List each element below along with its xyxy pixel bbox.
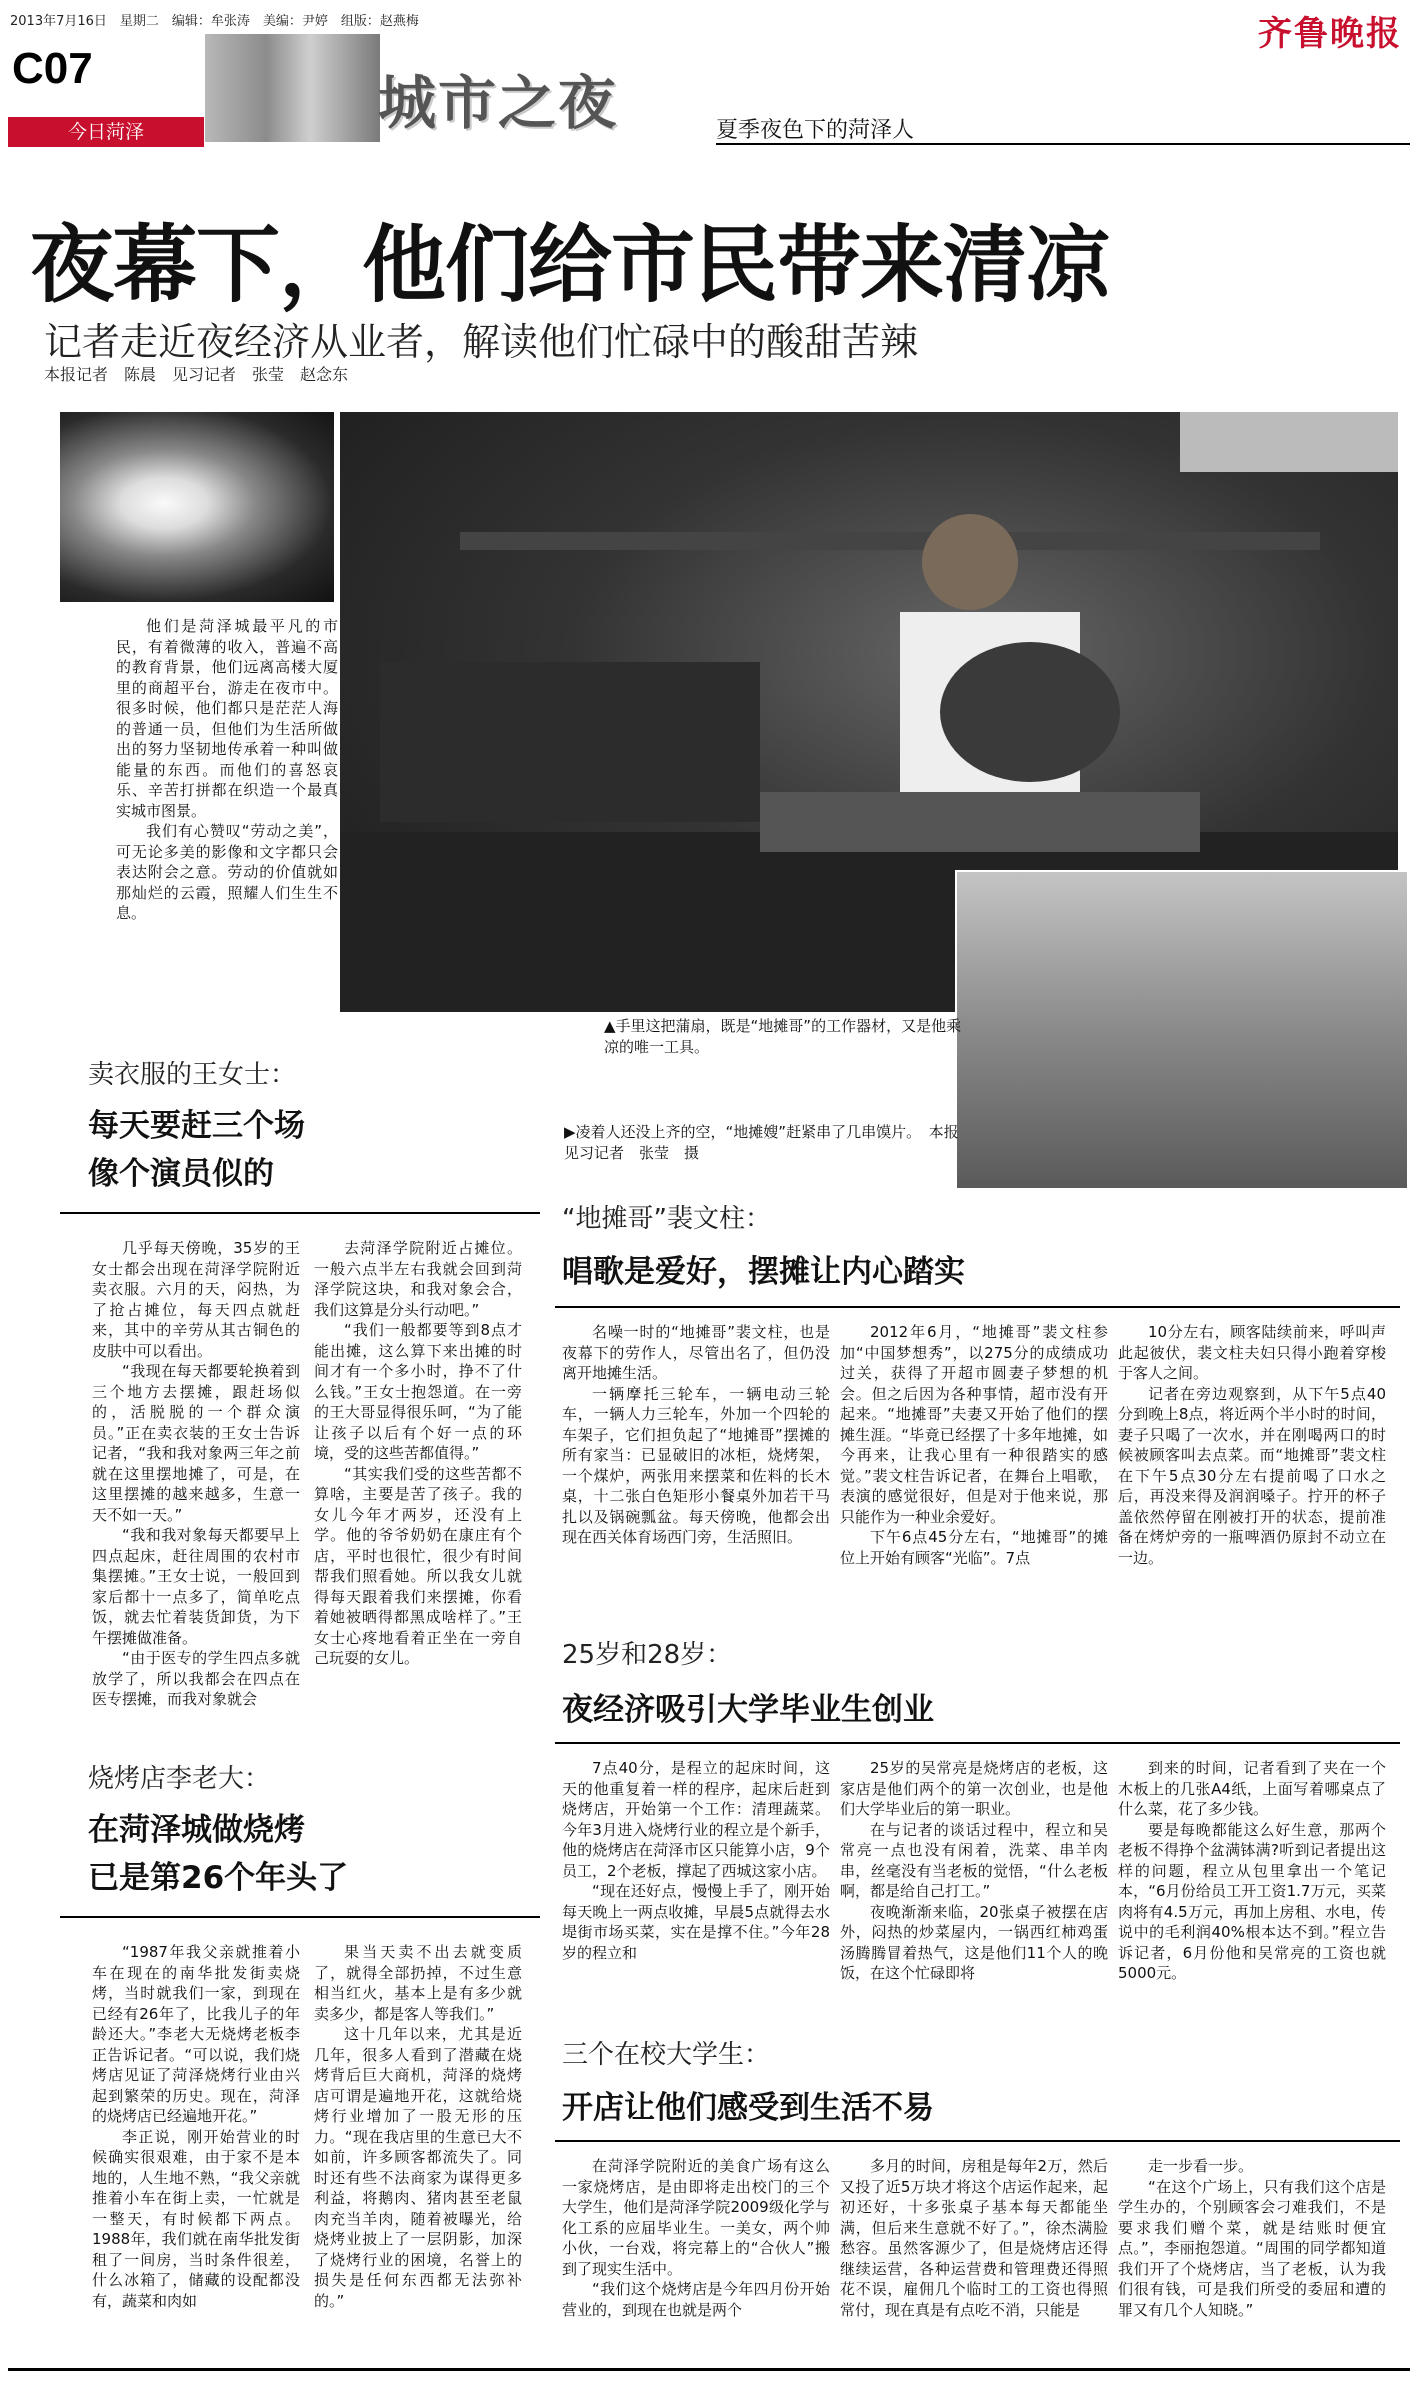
- photo-vendor-head: [922, 514, 1018, 610]
- paragraph: 去菏泽学院附近占摊位。一般六点半左右我就会回到菏泽学院这块，和我对象会合，我们这算是分头行动吧。”: [314, 1239, 522, 1319]
- story-column: [840, 2156, 1108, 2320]
- paragraph: 夜晚渐渐来临，20张桌子被摆在店外，闷热的炒菜屋内，一锅西红柿鸡蛋汤腾腾冒着热气，这是他们11个人的晚饭，在这个忙碌即将: [840, 1902, 1108, 1982]
- paragraph: “我们这个烧烤店是今年四月份开始营业的，到现在也就是两个: [562, 2280, 830, 2319]
- photo-fan: [940, 642, 1120, 782]
- story-kicker-pei: “地摊哥”裴文柱：: [562, 1204, 771, 1234]
- story-column: [562, 2156, 830, 2320]
- story-rule: [60, 1212, 540, 1214]
- story-column: [92, 1238, 300, 1710]
- story-rule: [555, 2140, 1400, 2142]
- story-kicker-wang: 卖衣服的王女士：: [88, 1060, 297, 1090]
- story-title-li: 在菏泽城做烧烤: [88, 1812, 305, 1848]
- story-column: [314, 1238, 522, 1669]
- story-column: [1118, 1758, 1386, 1984]
- paragraph: 10分左右，顾客陆续前来，呼叫声此起彼伏，裴文柱夫妇只得小跑着穿梭于客人之间。: [1118, 1323, 1386, 1382]
- story-column: [562, 1322, 830, 1548]
- photo-grill: [760, 792, 1200, 852]
- story-title-students: 开店让他们感受到生活不易: [562, 2090, 934, 2126]
- paragraph: 多月的时间，房租是每年2万，然后又投了近5万块才将这个店运作起来，起初还好，十多张桌子基本每天都能坐满，但后来生意就不好了。”，徐杰满脸愁容。虽然客源少了，但是烧烤店还得继续运营，各种运营费和管理费还得照花不误，雇佣几个临时工的工资也得照常付，现在真是有点吃不消，只能是: [840, 2157, 1108, 2319]
- paragraph: 7点40分，是程立的起床时间，这天的他重复着一样的程序，起床后赶到烧烤店，开始第一个工作：清理蔬菜。今年3月进入烧烤行业的程立是个新手，他的烧烤店在菏泽市区只能算小店，9个员工，2个老板，撑起了西城这家小店。: [562, 1759, 830, 1880]
- paragraph: “由于医专的学生四点多就放学了，所以我都会在四点在医专摆摊，而我对象就会: [92, 1649, 300, 1708]
- paragraph: “其实我们受的这些苦都不算啥，主要是苦了孩子。我的女儿今年才两岁，还没有上学。他的爷爷奶奶在康庄有个店，平时也很忙，很少有时间帮我们照看她。所以我女儿就得每天跟着我们来摆摊，你看着她被晒得都黑成啥样了。”王女士心疼地看着正坐在一旁自己玩耍的女儿。: [314, 1464, 522, 1667]
- story-column: [314, 1942, 522, 2311]
- paragraph: 一辆摩托三轮车，一辆电动三轮车，一辆人力三轮车，外加一个四轮的车架子，它们担负起了“地摊哥”摆摊的所有家当：已显破旧的冰柜，烧烤架，一个煤炉，两张用来摆菜和佐料的长木桌，十二张白色矩形小餐桌外加若干马扎以及锅碗瓢盆。每天傍晚，他都会出现在西关体育场西门旁，生活照旧。: [562, 1384, 830, 1546]
- paragraph: 李正说，刚开始营业的时候确实很艰难，由于家不是本地的，人生地不熟，“我父亲就推着小车在街上卖，一忙就是一整天，有时候都下两点。1988年，我们就在南华批发街租了一间房，当时条件很差，什么冰箱了，储藏的设配都没有，蔬菜和肉如: [92, 2127, 300, 2310]
- paragraph: 走一步看一步。: [1148, 2157, 1254, 2175]
- paragraph: 2012年6月，“地摊哥”裴文柱参加“中国梦想秀”，以275分的成绩成功过关，获得了开超市圆妻子梦想的机会。但之后因为各种事情，超市没有开起来。“地摊哥”夫妻又开始了他们的摆摊生涯。“毕竟已经摆了十多年地摊，如今再来，让我心里有一种很踏实的感觉。”裴文柱告诉记者，在舞台上唱歌，表演的感觉很好，但是对于他来说，那只能作为一种业余爱好。: [840, 1323, 1108, 1526]
- paragraph: 25岁的吴常亮是烧烤店的老板，这家店是他们两个的第一次创业，也是他们大学毕业后的第一职业。: [840, 1759, 1108, 1818]
- story-kicker-li: 烧烤店李老大：: [88, 1764, 271, 1794]
- article-headline: 夜幕下，他们给市民带来清凉: [30, 215, 1110, 314]
- page-bottom-rule: [8, 2368, 1410, 2371]
- story-column: [92, 1942, 300, 2311]
- column-logo: 城市之夜: [378, 69, 619, 137]
- newspaper-masthead: 齐鲁晚报: [1258, 14, 1402, 54]
- story-title-li-2: 已是第26个年头了: [88, 1860, 349, 1896]
- paragraph: 要是每晚都能这么好生意，那两个老板不得挣个盆满钵满?听到记者提出这样的问题，程立从包里拿出一个笔记本，“6月份给员工开工资1.7万元，买菜肉将有4.5万元，再加上房租、水电，传说中的毛利润40%根本达不到。”程立告诉记者，6月份他和吴常亮的工资也就5000元。: [1118, 1820, 1386, 1982]
- paragraph: 果当天卖不出去就变质了，就得全部扔掉，不过生意相当红火，基本上是有多少就卖多少，都是客人等我们。”: [314, 1943, 522, 2023]
- intro-paragraph: 他们是菏泽城最平凡的市民，有着微薄的收入，普遍不高的教育背景，他们远离高楼大厦里的商超平台，游走在夜市中。很多时候，他们都只是茫茫人海的普通一员，但他们为生活所做出的努力坚韧地传承着一种叫做能量的东西。而他们的喜怒哀乐、辛苦打拼都在织造一个最真实城市图景。: [116, 617, 338, 820]
- paragraph: “现在还好点，慢慢上手了，刚开始每天晚上一两点收摊，早晨5点就得去水堤街市场买菜，实在是撑不住。”今年28岁的程立和: [562, 1882, 830, 1962]
- issue-meta: 2013年7月16日 星期二 编辑：牟张涛 美编：尹婷 组版：赵燕梅: [10, 14, 419, 29]
- paragraph: “1987年我父亲就推着小车在现在的南华批发街卖烧烤，当时就我们一家，到现在已经有26年了，比我儿子的年龄还大。”李老大无烧烤老板李正告诉记者。“可以说，我们烧烤店见证了菏泽烧烤行业由兴起到繁荣的历史。现在，菏泽的烧烤店已经遍地开花。”: [92, 1943, 300, 2125]
- inset-photo-vendor-wife: [955, 870, 1409, 1190]
- story-rule: [555, 1742, 1400, 1744]
- paragraph: 在与记者的谈话过程中，程立和吴常亮一点也没有闲着，洗菜、串羊肉串，丝毫没有当老板的觉悟，“什么老板啊，都是给自己打工。”: [840, 1820, 1108, 1900]
- header-rule: [716, 143, 1410, 145]
- story-rule: [60, 1916, 540, 1918]
- photo-caption-main: ▲手里这把蒲扇，既是“地摊哥”的工作器材，又是他乘凉的唯一工具。: [604, 1017, 962, 1056]
- column-tagline: 夏季夜色下的菏泽人: [716, 118, 915, 143]
- story-title-pei: 唱歌是爱好，摆摊让内心踏实: [562, 1254, 965, 1290]
- story-title-wang-2: 像个演员似的: [88, 1156, 274, 1192]
- paragraph: 名噪一时的“地摊哥”裴文柱，也是夜幕下的劳作人，尽管出名了，但仍没离开地摊生活。: [562, 1323, 830, 1382]
- section-label: 今日菏泽: [8, 117, 204, 147]
- paragraph: “我们一般都要等到8点才能出摊，这么算下来出摊的时间才有一个多小时，挣不了什么钱。”王女士抱怨道。在一旁的王大哥显得很乐呵，“为了能让孩子以后有个好一点的环境，受的这些苦都值得。”: [314, 1321, 522, 1462]
- paragraph: 在菏泽学院附近的美食广场有这么一家烧烤店，是由即将走出校门的三个大学生，他们是菏泽学院2009级化学与化工系的应届毕业生。一美女，两个帅小伙，一台戏，将完幕上的“合伙人”搬到了现实生活中。: [562, 2157, 830, 2278]
- photo-canopy: [1180, 412, 1398, 472]
- paragraph: 几乎每天傍晚，35岁的王女士都会出现在菏泽学院附近卖衣服。六月的天，闷热，为了抢占摊位，每天四点就赶来，其中的辛劳从其古铜色的皮肤中可以看出。: [92, 1239, 300, 1360]
- intro-paragraph: 我们有心赞叹“劳动之美”，可无论多美的影像和文字都只会表达附会之意。劳动的价值就如那灿烂的云霞，照耀人们生生不息。: [116, 822, 338, 922]
- paragraph: “在这个广场上，只有我们这个店是学生办的，个别顾客会刁难我们，不是要求我们赠个菜，就是结账时便宜点。”，李丽抱怨道。“周围的同学都知道我们开了个烧烤店，当了老板，认为我们很有钱，可是我们所受的委屈和遭的罪又有几个人知晓。”: [1118, 2177, 1386, 2319]
- story-column: [840, 1758, 1108, 1984]
- paragraph: 这十几年以来，尤其是近几年，很多人看到了潜藏在烧烤背后巨大商机，菏泽的烧烤店可谓是遍地开花，这就给烧烤行业增加了一股无形的压力。“现在我店里的生意已大不如前，许多顾客都流失了。同时还有些不法商家为谋得更多利益，将鹅肉、猪肉甚至老鼠肉充当羊肉，随着被曝光，给烧烤业披上了一层阴影，加深了烧烤行业的困境，名誉上的损失是任何东西都无法弥补的。”: [314, 2025, 522, 2310]
- intro-text: [116, 616, 338, 924]
- article-subhead: 记者走近夜经济从业者，解读他们忙碌中的酸甜苦辣: [44, 320, 919, 364]
- story-column: [562, 1758, 830, 1963]
- header-photo-strip: [205, 34, 380, 142]
- light-burst-image: [60, 412, 334, 602]
- paragraph: 记者在旁边观察到，从下午5点40分到晚上8点，将近两个半小时的时间，妻子只喝了一次水，并在刚喝两口的时候被顾客叫去点菜。而“地摊哥”裴文柱在下午5点30分左右提前喝了口水之后，再没来得及润润嗓子。拧开的杯子盖依然停留在刚被打开的状态，提前准备在烤炉旁的一瓶啤酒仍原封不动立在一边。: [1118, 1384, 1386, 1567]
- article-byline: 本报记者 陈晨 见习记者 张莹 赵念东: [44, 365, 349, 384]
- story-title-wang: 每天要赶三个场: [88, 1108, 305, 1144]
- page-code: C07: [12, 44, 93, 93]
- story-kicker-graduates: 25岁和28岁：: [562, 1640, 733, 1670]
- paragraph: “我和我对象每天都要早上四点起床，赶往周围的农村市集摆摊。”王女士说，一般回到家后都十一点多了，简单吃点饭，就去忙着装货卸货，为下午摆摊做准备。: [92, 1526, 300, 1647]
- photo-fence: [460, 532, 1320, 550]
- paragraph: 下午6点45分左右，“地摊哥”的摊位上开始有顾客“光临”。7点: [840, 1528, 1108, 1567]
- story-title-graduates: 夜经济吸引大学毕业生创业: [562, 1692, 934, 1728]
- photo-caption-inset: ▶凌着人还没上齐的空，“地摊嫂”赶紧串了几串馍片。 本报见习记者 张莹 摄: [564, 1123, 959, 1162]
- paragraph: 到来的时间，记者看到了夹在一个木板上的几张A4纸，上面写着哪桌点了什么菜，花了多少钱。: [1118, 1759, 1386, 1818]
- story-column: [840, 1322, 1108, 1568]
- story-column: [1118, 2156, 1386, 2320]
- story-kicker-students: 三个在校大学生：: [562, 2040, 771, 2070]
- photo-diners: [380, 662, 760, 822]
- paragraph: “我现在每天都要轮换着到三个地方去摆摊，跟赶场似的，活脱脱的一个群众演员。”正在卖衣装的王女士告诉记者，“我和我对象两三年之前就在这里摆地摊了，可是，在这里摆摊的越来越多，生意一天不如一天。”: [92, 1362, 300, 1524]
- story-column: [1118, 1322, 1386, 1568]
- story-rule: [555, 1306, 1400, 1308]
